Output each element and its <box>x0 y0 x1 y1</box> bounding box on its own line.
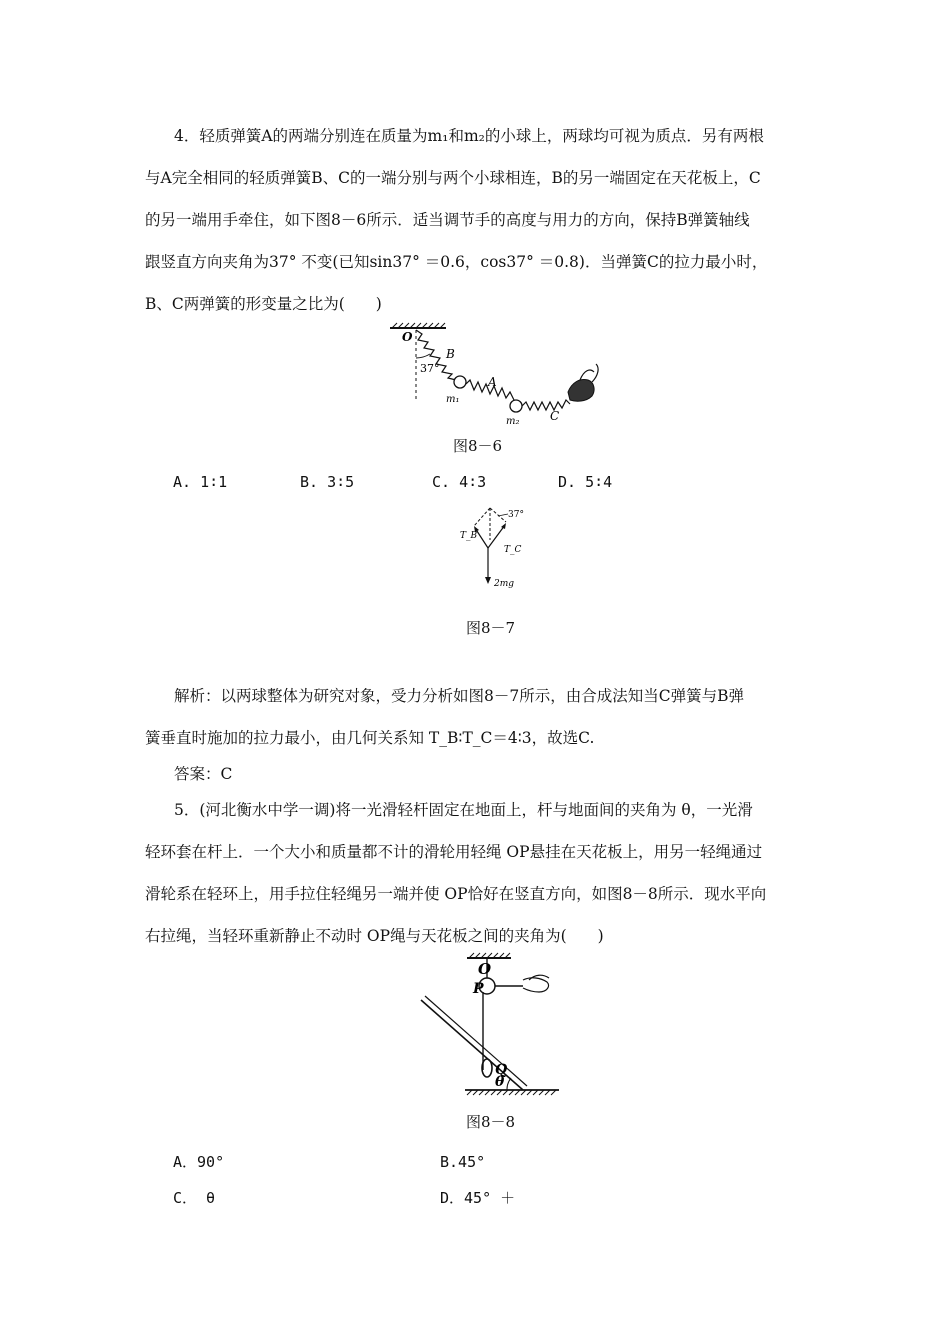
fig8-label-q: Q <box>495 1062 508 1078</box>
fig8-label-o: O <box>478 960 492 978</box>
q4-line-5: B、C两弹簧的形变量之比为( ) <box>145 295 382 313</box>
q5-line-2: 轻环套在杆上．一个大小和质量都不计的滑轮用轻绳 OP悬挂在天花板上，用另一轻绳通过 <box>145 843 763 861</box>
fig6-label-c: C <box>550 409 560 423</box>
figure-8-8 <box>415 950 565 1100</box>
q4-line-3: 的另一端用手牵住，如下图8－6所示．适当调节手的高度与用力的方向，保持B弹簧轴线 <box>145 211 750 229</box>
q5-option-d: D．45° ＋ <box>440 1189 516 1207</box>
fig8-label-theta: θ <box>495 1074 505 1090</box>
figure-8-7 <box>450 500 540 592</box>
q5-option-c: C． θ <box>173 1189 216 1207</box>
answer-line: 答案：C <box>174 765 233 783</box>
fig6-label-angle: 37° <box>420 362 440 375</box>
figure-8-6 <box>380 320 620 430</box>
analysis-line-2: 簧垂直时施加的拉力最小，由几何关系知 T_B∶T_C＝4∶3，故选C. <box>145 729 595 747</box>
fig6-label-m1: m₁ <box>446 394 460 405</box>
q5-line-1: 5．(河北衡水中学一调)将一光滑轻杆固定在地面上，杆与地面间的夹角为 θ，一光滑 <box>174 801 753 819</box>
fig6-label-m2: m₂ <box>506 416 520 427</box>
fig7-label-tb: T_B <box>460 531 478 541</box>
fig8-caption: 图8－8 <box>466 1113 516 1131</box>
q4-line-4: 跟竖直方向夹角为37° 不变(已知sin37° ＝0.6，cos37° ＝0.8)．当弹簧C的拉力最小时， <box>145 253 768 271</box>
fig7-label-angle: 37° <box>508 510 524 520</box>
fig6-label-a: A <box>488 375 497 389</box>
q4-option-c: C. 4∶3 <box>432 473 487 491</box>
q4-option-b: B. 3∶5 <box>300 473 355 491</box>
q5-line-4: 右拉绳，当轻环重新静止不动时 OP绳与天花板之间的夹角为( ) <box>145 927 604 945</box>
fig7-label-tc: T_C <box>504 545 522 555</box>
analysis-line-1: 解析：以两球整体为研究对象，受力分析如图8－7所示，由合成法知当C弹簧与B弹 <box>174 687 744 705</box>
q4-option-a: A. 1∶1 <box>173 473 228 491</box>
q4-option-d: D. 5∶4 <box>558 473 613 491</box>
q5-line-3: 滑轮系在轻环上，用手拉住轻绳另一端并使 OP恰好在竖直方向，如图8－8所示．现水平向 <box>145 885 767 903</box>
q5-option-a: A．90° <box>173 1153 225 1171</box>
q4-line-1: 4．轻质弹簧A的两端分别连在质量为m₁和m₂的小球上，两球均可视为质点．另有两根 <box>174 127 764 145</box>
q4-line-2: 与A完全相同的轻质弹簧B、C的一端分别与两个小球相连，B的另一端固定在天花板上，C <box>145 169 761 187</box>
fig7-label-weight: 2mg <box>494 579 515 589</box>
fig6-label-o: O <box>402 330 413 344</box>
fig6-label-b: B <box>446 347 455 361</box>
fig7-caption: 图8－7 <box>466 619 516 637</box>
fig8-label-p: P <box>473 981 484 997</box>
fig6-caption: 图8－6 <box>453 437 503 455</box>
q5-option-b: B.45° <box>440 1153 486 1171</box>
